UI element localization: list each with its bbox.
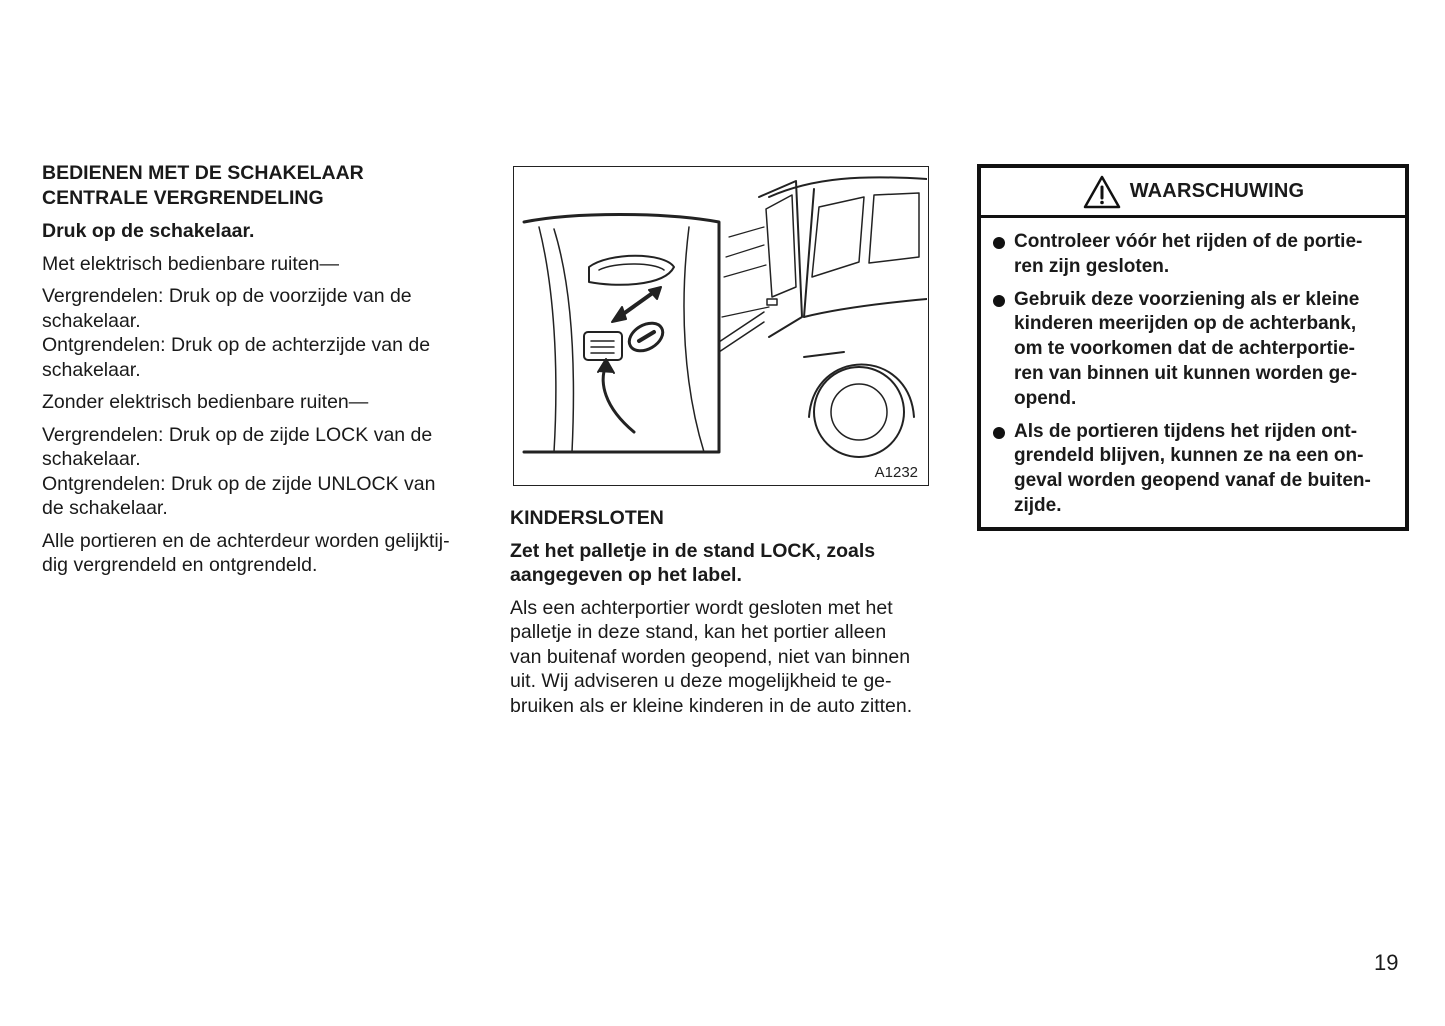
text-line: bruiken als er kleine kinderen in de auto zitten. <box>510 694 913 717</box>
lock-unlock-manual-windows <box>42 423 482 521</box>
warning-title: WAARSCHUWING <box>1129 180 1305 202</box>
without-power-windows-label: Zonder elektrisch bedienbare ruiten— <box>42 391 369 413</box>
open-door-frame <box>759 181 802 337</box>
warning-item <box>991 420 1391 519</box>
text-line: grendeld blijven, kunnen ze na een on- <box>1014 445 1364 467</box>
text-line: Ontgrendelen: Druk op de achterzijde van de <box>42 334 431 356</box>
text-line: opend. <box>1014 387 1077 409</box>
text-line: om te voorkomen dat de achterportie- <box>1014 338 1356 360</box>
with-power-windows-label: Met elektrisch bedienbare ruiten— <box>42 252 339 275</box>
door-drawing <box>514 167 927 484</box>
text-line: schakelaar. <box>42 358 141 381</box>
inset-door-edge <box>554 229 573 452</box>
warning-item-text <box>1014 230 1362 280</box>
warning-item-text <box>1014 288 1359 412</box>
text-line: Als de portieren tijdens het rijden ont- <box>1014 420 1358 442</box>
car-wheel-outer <box>814 367 904 457</box>
text-line: zijde. <box>1014 494 1062 516</box>
text-line: palletje in deze stand, kan het portier alleen <box>510 621 887 643</box>
section-heading-child-locks: KINDERSLOTEN <box>510 507 664 529</box>
summary-paragraph <box>42 529 482 578</box>
text-line: uit. Wij adviseren u deze mogelijkheid te ge- <box>510 670 892 692</box>
bullet-icon <box>993 427 1005 439</box>
warning-triangle-icon <box>1082 174 1122 210</box>
label-text-lines <box>591 341 614 353</box>
left-column <box>42 161 482 586</box>
figure-label: A1232 <box>874 464 918 481</box>
text-line: kinderen meerijden op de achterbank, <box>1014 313 1357 335</box>
text-line: van buitenaf worden geopend, niet van binnen <box>510 645 911 668</box>
page-number: 19 <box>1374 950 1399 975</box>
bullet-icon <box>993 295 1005 307</box>
text-line: schakelaar. <box>42 448 141 470</box>
text-line: geval worden geopend vanaf de buiten- <box>1014 470 1371 492</box>
warning-box <box>977 164 1409 531</box>
text-line: Controleer vóór het rijden of de portie- <box>1014 231 1363 252</box>
car-pillar <box>804 189 814 317</box>
text-line: Vergrendelen: Druk op de zijde LOCK van de <box>42 423 433 446</box>
open-door-window <box>766 195 796 297</box>
callout-lines <box>719 312 764 352</box>
text-line: Gebruik deze voorziening als er kleine <box>1014 288 1360 310</box>
door-interior-lines <box>722 227 769 317</box>
section-heading-central-locking <box>42 161 482 210</box>
inset-door-edge <box>684 227 704 452</box>
warning-item <box>991 230 1391 280</box>
inset-door-edge <box>539 227 556 452</box>
text-line: ren zijn gesloten. <box>1014 255 1170 277</box>
car-body-line <box>804 299 927 317</box>
inset-handle-inner <box>599 264 664 270</box>
car-rear-window <box>869 193 919 263</box>
text-line: de schakelaar. <box>42 497 168 519</box>
lever-slot <box>639 332 654 341</box>
warning-item <box>991 288 1391 412</box>
child-lock-description <box>510 596 935 719</box>
heading-line: CENTRALE VERGRENDELING <box>42 186 324 209</box>
car-wheel-inner <box>831 384 887 440</box>
heading-line: BEDIENEN MET DE SCHAKELAAR <box>42 162 364 184</box>
text-line: Vergrendelen: Druk op de voorzijde van de <box>42 285 412 307</box>
curved-arrow-head <box>598 359 614 373</box>
text-line: dig vergrendeld en ontgrendeld. <box>42 554 318 576</box>
text-line: ren van binnen uit kunnen worden ge- <box>1014 362 1358 384</box>
text-line: schakelaar. <box>42 309 141 332</box>
door-latch-mark <box>767 299 777 305</box>
warning-item-text <box>1014 420 1371 519</box>
car-window <box>812 197 864 277</box>
child-lock-label <box>584 332 622 360</box>
middle-column <box>510 506 935 726</box>
bullet-icon <box>993 237 1005 249</box>
warning-body <box>981 218 1405 519</box>
lock-unlock-power-windows <box>42 284 482 382</box>
instruction-press-switch: Druk op de schakelaar. <box>42 220 255 242</box>
child-lock-illustration <box>513 166 929 486</box>
text-line: aangegeven op het label. <box>510 564 742 586</box>
inset-handle <box>589 256 674 285</box>
car-lower-body <box>804 352 844 357</box>
curved-arrow <box>603 365 634 432</box>
text-line: Ontgrendelen: Druk op de zijde UNLOCK van <box>42 472 436 495</box>
text-line: Alle portieren en de achterdeur worden gelijktij- <box>42 529 450 552</box>
child-lock-instruction <box>510 539 935 588</box>
text-line: Als een achterportier wordt gesloten met het <box>510 596 893 619</box>
warning-header <box>981 168 1405 218</box>
text-line: Zet het palletje in de stand LOCK, zoals <box>510 539 876 562</box>
